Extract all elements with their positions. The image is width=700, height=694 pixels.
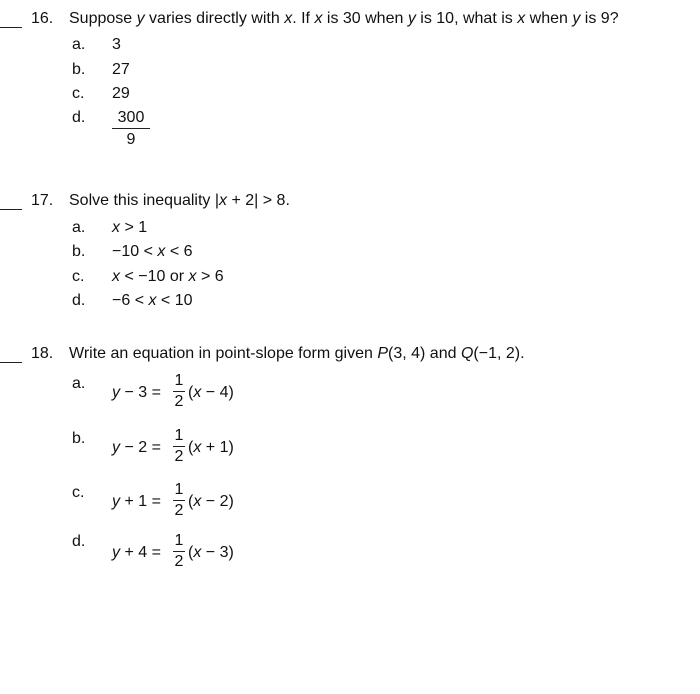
question-number-16: 16. (31, 10, 54, 27)
question-number-17: 17. (31, 192, 54, 209)
fraction-numerator: 300 (117, 109, 145, 126)
question-text-17: Solve this inequality |x + 2| > 8. (69, 192, 290, 209)
option-letter-17d: d. (72, 292, 86, 309)
option-16a[interactable]: 3 (112, 36, 121, 53)
equation-rhs: (x − 3) (188, 544, 234, 561)
option-16b[interactable]: 27 (112, 61, 130, 78)
slope-fraction: 1 2 (174, 427, 184, 465)
answer-blank-17[interactable] (0, 209, 22, 210)
question-text-18: Write an equation in point-slope form given P(3, 4) and Q(−1, 2). (69, 345, 525, 362)
equation-lhs: y − 2 = (112, 439, 161, 456)
option-letter-16c: c. (72, 85, 85, 102)
equation-rhs: (x − 2) (188, 493, 234, 510)
question-text-16: Suppose y varies directly with x. If x is 30 when y is 10, what is x when y is 9? (69, 10, 619, 27)
option-16d-fraction[interactable] (112, 109, 150, 149)
slope-fraction: 1 2 (174, 372, 184, 410)
question-number-18: 18. (31, 345, 54, 362)
option-17a[interactable]: x > 1 (112, 219, 148, 236)
equation-lhs: y + 4 = (112, 544, 161, 561)
option-letter-18c: c. (72, 484, 85, 501)
option-letter-17c: c. (72, 268, 85, 285)
option-letter-18d: d. (72, 533, 86, 550)
option-16c[interactable]: 29 (112, 85, 130, 102)
option-letter-18a: a. (72, 375, 86, 392)
option-letter-17b: b. (72, 243, 86, 260)
option-17c[interactable]: x < −10 or x > 6 (112, 268, 224, 285)
answer-blank-18[interactable] (0, 362, 22, 363)
option-letter-16b: b. (72, 61, 86, 78)
option-letter-17a: a. (72, 219, 86, 236)
option-18d[interactable] (112, 533, 372, 573)
answer-blank-16[interactable] (0, 27, 22, 28)
equation-rhs: (x − 4) (188, 384, 234, 401)
option-18a[interactable] (112, 373, 372, 413)
fraction-bar (112, 128, 150, 129)
option-18b[interactable] (112, 428, 372, 468)
option-17b[interactable]: −10 < x < 6 (112, 243, 193, 260)
equation-lhs: y + 1 = (112, 493, 161, 510)
fraction-denominator: 9 (126, 131, 136, 148)
option-letter-18b: b. (72, 430, 86, 447)
option-letter-16a: a. (72, 36, 86, 53)
equation-lhs: y − 3 = (112, 384, 161, 401)
option-letter-16d: d. (72, 109, 86, 126)
equation-rhs: (x + 1) (188, 439, 234, 456)
slope-fraction: 1 2 (174, 532, 184, 570)
option-18c[interactable] (112, 482, 372, 522)
option-17d[interactable]: −6 < x < 10 (112, 292, 193, 309)
slope-fraction: 1 2 (174, 481, 184, 519)
